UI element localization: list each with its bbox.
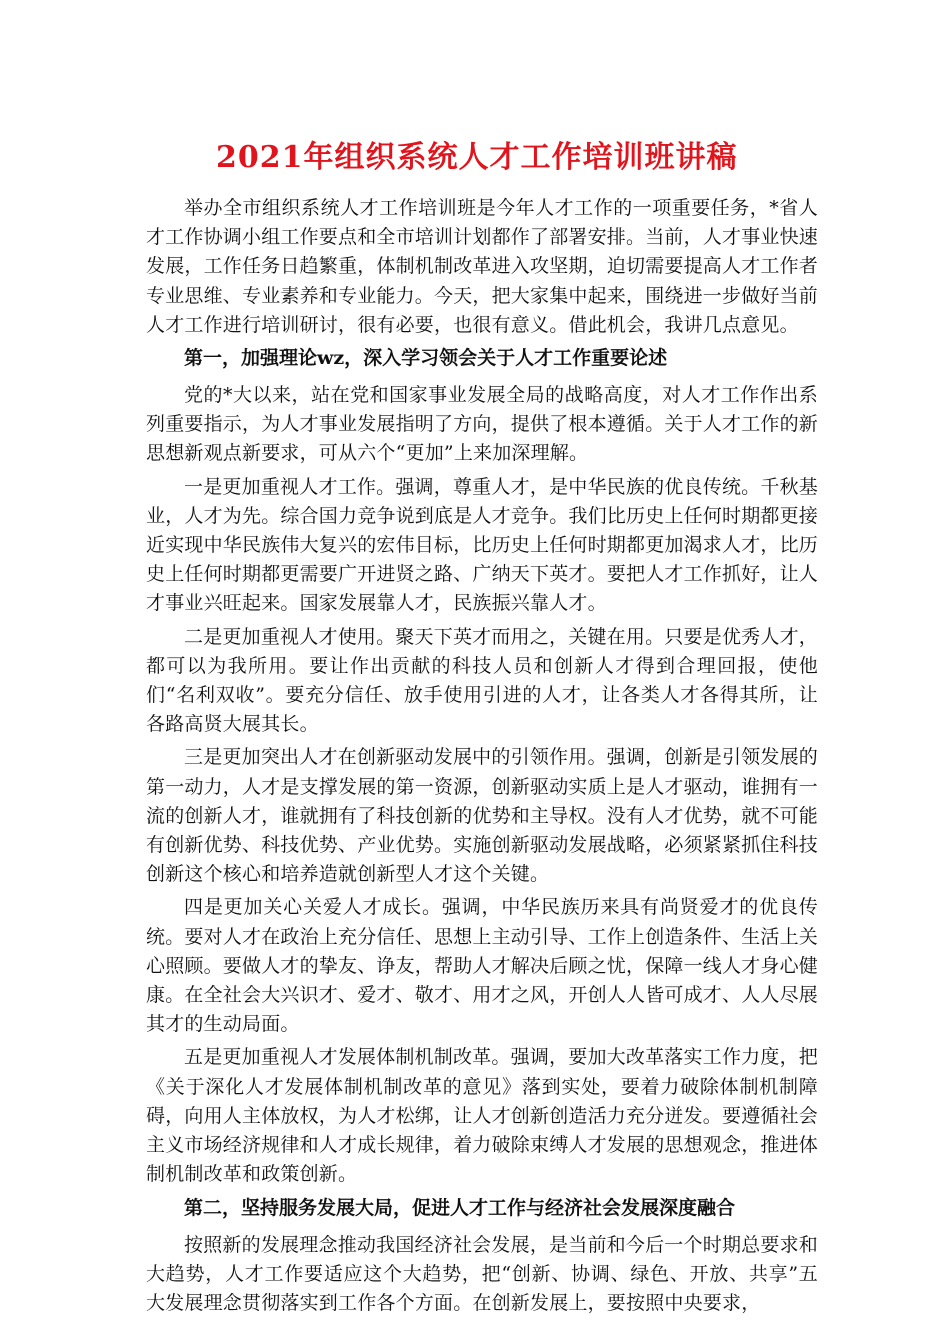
body-paragraph: 三是更加突出人才在创新驱动发展中的引领作用。强调，创新是引领发展的第一动力，人才是支撑发展的第一资源，创新驱动实质上是人才驱动，谁拥有一流的创新人才，谁就拥有了科技创新的优势和主导权。没有人才优势，就不可能有创新优势、科技优势、产业优势。实施创新驱动发展战略，必须紧紧抓住科技创新这个核心和培养造就创新型人才这个关键。 <box>146 746 819 886</box>
body-paragraph: 五是更加重视人才发展体制机制改革。强调，要加大改革落实工作力度，把《关于深化人才发展体制机制改革的意见》落到实处，要着力破除体制机制障碍，向用人主体放权，为人才松绑，让人才创新创造活力充分迸发。要遵循社会主义市场经济规律和人才成长规律，着力破除束缚人才发展的思想观念，推进体制机制改革和政策创新。 <box>146 1046 819 1186</box>
body-paragraph: 四是更加关心关爱人才成长。强调，中华民族历来具有尚贤爱才的优良传统。要对人才在政治上充分信任、思想上主动引导、工作上创造条件、生活上关心照顾。要做人才的挚友、诤友，帮助人才解决后顾之忧，保障一线人才身心健康。在全社会大兴识才、爱才、敬才、用才之风，开创人人皆可成才、人人尽展其才的生动局面。 <box>146 896 819 1036</box>
document-title: 2021年组织系统人才工作培训班讲稿 <box>216 140 738 175</box>
section-heading-2: 第二，坚持服务发展大局，促进人才工作与经济社会发展深度融合 <box>184 1196 736 1219</box>
intro-paragraph: 举办全市组织系统人才工作培训班是今年人才工作的一项重要任务，*省人才工作协调小组工作要点和全市培训计划都作了部署安排。当前，人才事业快速发展，工作任务日趋繁重，体制机制改革进入攻坚期，迫切需要提高人才工作者专业思维、专业素养和专业能力。今天，把大家集中起来，围绕进一步做好当前人才工作进行培训研讨，很有必要，也很有意义。借此机会，我讲几点意见。 <box>146 197 819 336</box>
section-heading-1: 第一，加强理论wz，深入学习领会关于人才工作重要论述 <box>184 347 668 370</box>
body-paragraph: 按照新的发展理念推动我国经济社会发展，是当前和今后一个时期总要求和大趋势，人才工作要适应这个大趋势，把“创新、协调、绿色、开放、共享”五大发展理念贯彻落实到工作各个方面。在创新发展上，要按照中央要求， <box>146 1233 818 1314</box>
body-paragraph: 二是更加重视人才使用。聚天下英才而用之，关键在用。只要是优秀人才，都可以为我所用。要让作出贡献的科技人员和创新人才得到合理回报，使他们“名利双收”。要充分信任、放手使用引进的人才，让各类人才各得其所，让各路高贤大展其长。 <box>146 625 818 736</box>
body-paragraph: 一是更加重视人才工作。强调，尊重人才，是中华民族的优良传统。千秋基业，人才为先。综合国力竞争说到底是人才竞争。我们比历史上任何时期都更接近实现中华民族伟大复兴的宏伟目标，比历史上任何时期都更加渴求人才，比历史上任何时期都更需要广开进贤之路、广纳天下英才。要把人才工作抓好，让人才事业兴旺起来。国家发展靠人才，民族振兴靠人才。 <box>146 475 819 615</box>
document-page <box>146 138 818 1322</box>
body-paragraph: 党的*大以来，站在党和国家事业发展全局的战略高度，对人才工作作出系列重要指示，为人才事业发展指明了方向，提供了根本遵循。关于人才工作的新思想新观点新要求，可从六个“更加”上来加深理解。 <box>146 384 819 465</box>
